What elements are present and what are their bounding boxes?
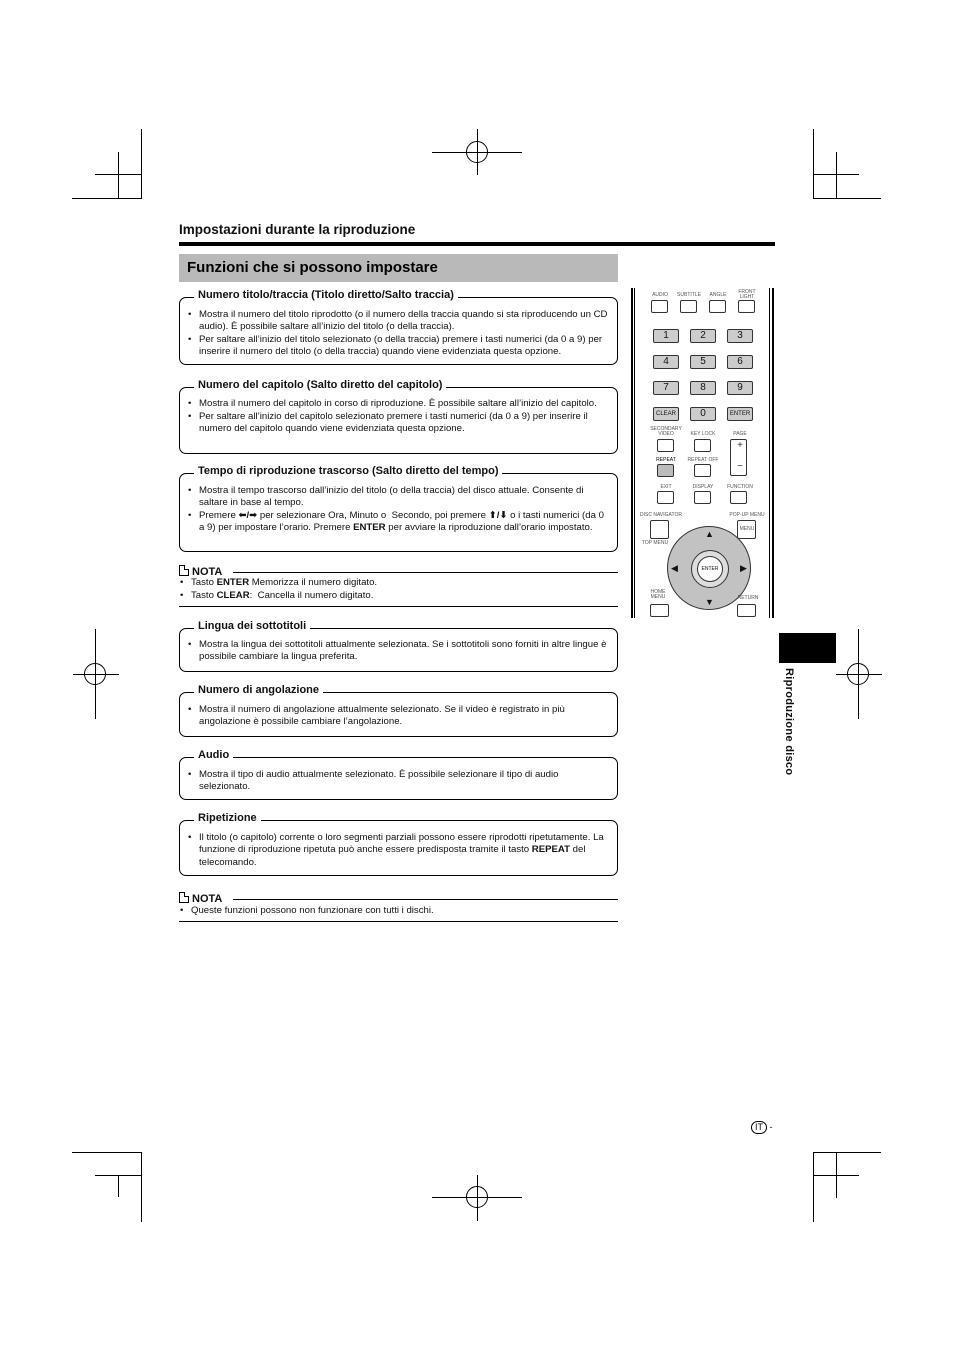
- box-title: Ripetizione: [194, 812, 261, 824]
- repeat-off-button: [694, 464, 711, 477]
- box-title: Numero titolo/traccia (Titolo diretto/Salto traccia): [194, 289, 458, 301]
- remote-label-angle: ANGLE: [709, 292, 727, 298]
- key-lock-button: [694, 439, 711, 452]
- digit-1-button: 1: [653, 329, 679, 343]
- digit-4-button: 4: [653, 355, 679, 369]
- box-title: Tempo di riproduzione trascorso (Salto diretto del tempo): [194, 465, 502, 477]
- digit-8-button: 8: [690, 381, 716, 395]
- minus-icon: −: [737, 461, 743, 472]
- remote-label-function: FUNCTION: [727, 484, 753, 490]
- home-menu-button: [650, 604, 669, 617]
- remote-label-home-menu: HOME MENU: [650, 589, 666, 600]
- remote-label-key-lock: KEY LOCK: [690, 431, 716, 437]
- digit-5-button: 5: [690, 355, 716, 369]
- remote-edge: [769, 288, 770, 618]
- list-item: • Il titolo (o capitolo) corrente o loro segmenti parziali possono essere riprodotti ripetutamente. La funzione di riproduzione ripetuta può anche essere predisposta tramite il tasto REPEAT del telecomando.: [187, 832, 609, 869]
- language-badge: IT: [751, 1121, 767, 1134]
- note-icon: [179, 565, 189, 576]
- remote-edge: [634, 288, 635, 618]
- list-item: • Tasto CLEAR: Cancella il numero digitato.: [179, 590, 377, 602]
- digit-7-button: 7: [653, 381, 679, 395]
- page-number: [751, 1121, 773, 1134]
- remote-label-top-menu: TOP MENU: [641, 540, 669, 546]
- secondary-video-button: [657, 439, 674, 452]
- plus-icon: +: [737, 440, 743, 451]
- digit-2-button: 2: [690, 329, 716, 343]
- remote-control-illustration: [631, 288, 776, 618]
- remote-label-secondary-video: SECONDARY VIDEO: [650, 426, 682, 437]
- digit-0-button: 0: [690, 407, 716, 421]
- box-title: Numero del capitolo (Salto diretto del capitolo): [194, 379, 446, 391]
- info-box-audio: [179, 749, 618, 800]
- front-light-button: [738, 300, 755, 313]
- enter-key-button: ENTER: [727, 407, 753, 421]
- remote-label-exit: EXIT: [660, 484, 672, 490]
- info-box-title-track: [179, 289, 618, 365]
- list-item: • Per saltare all’inizio del titolo selezionato (o della traccia) premere i tasti numerici (da 0 a 9) per inserire il numero del titolo (o della traccia) quando viene evidenziata questa opzione.: [187, 334, 609, 359]
- remote-label-page: PAGE: [733, 431, 747, 437]
- remote-label-audio: AUDIO: [652, 292, 668, 298]
- remote-label-return: RETURN: [737, 595, 759, 601]
- note-rule: [233, 572, 618, 573]
- note-rule: [233, 899, 618, 900]
- box-title: Audio: [194, 749, 233, 761]
- list-item: • Mostra il numero del titolo riprodotto (o il numero della traccia quando si sta riproducendo un CD audio). È possibile saltare all’inizio del titolo (o della traccia).: [187, 309, 609, 334]
- remote-label-front-light: FRONT LIGHT: [738, 289, 756, 300]
- digit-3-button: 3: [727, 329, 753, 343]
- digit-9-button: 9: [727, 381, 753, 395]
- return-button: [737, 604, 756, 617]
- page-title: Funzioni che si possono impostare: [187, 259, 438, 276]
- disc-navigator-button: [650, 520, 669, 539]
- note-body: [179, 577, 377, 603]
- list-item: • Tasto ENTER Memorizza il numero digitato.: [179, 577, 377, 589]
- enter-ring: [691, 550, 729, 588]
- digit-6-button: 6: [727, 355, 753, 369]
- page-suffix: -: [769, 1122, 773, 1132]
- audio-button: [651, 300, 668, 313]
- section-rule: [179, 242, 775, 246]
- note-label: NOTA: [179, 892, 222, 905]
- list-item: • Mostra la lingua dei sottotitoli attualmente selezionata. Se i sottotitoli sono forniti in altre lingue è possibile cambiare la lingua preferita.: [187, 639, 609, 664]
- remote-label-repeat: REPEAT: [656, 457, 676, 463]
- info-box-subtitles: [179, 620, 618, 672]
- down-arrow-icon: ▼: [705, 597, 714, 607]
- list-item: • Per saltare all’inizio del capitolo selezionato premere i tasti numerici (da 0 a 9) per inserire il numero del capitolo quando viene evidenziata questa opzione.: [187, 411, 609, 436]
- remote-label-subtitle: SUBTITLE: [677, 292, 701, 298]
- up-arrow-icon: ▲: [705, 529, 714, 539]
- remote-label-display: DISPLAY: [692, 484, 714, 490]
- list-item: • Premere ⬅/➡ per selezionare Ora, Minuto o Secondo, poi premere ⬆/⬇ o i tasti numerici (da 0 a 9) per impostare l’orario. Premere ENTER per avviare la riproduzione dall’orario impostato.: [187, 510, 609, 535]
- remote-label-popup-menu: POP-UP MENU: [729, 512, 765, 518]
- chapter-tab: [779, 633, 836, 663]
- box-title: Lingua dei sottotitoli: [194, 620, 310, 632]
- subtitle-button: [680, 300, 697, 313]
- remote-edge: [631, 288, 633, 618]
- list-item: • Mostra il numero del capitolo in corso di riproduzione. È possibile saltare all’inizio del capitolo.: [187, 398, 609, 410]
- left-arrow-icon: ◀: [671, 563, 678, 573]
- title-bar: [179, 254, 618, 282]
- note-icon: [179, 892, 189, 903]
- remote-label-menu: MENU: [739, 526, 755, 532]
- remote-edge: [772, 288, 774, 618]
- info-box-angle: [179, 684, 618, 737]
- list-item: • Queste funzioni possono non funzionare con tutti i dischi.: [179, 905, 434, 917]
- display-button: [694, 491, 711, 504]
- note-body: [179, 905, 434, 918]
- note-label: NOTA: [179, 565, 222, 578]
- remote-label-repeat-off: REPEAT OFF: [687, 457, 719, 463]
- info-box-repeat: [179, 812, 618, 876]
- list-item: • Mostra il tipo di audio attualmente selezionato. È possibile selezionare il tipo di audio selezionato.: [187, 769, 609, 794]
- note-rule: [179, 606, 618, 607]
- angle-button: [709, 300, 726, 313]
- exit-button: [657, 491, 674, 504]
- clear-button: CLEAR: [653, 407, 679, 421]
- function-button: [730, 491, 747, 504]
- chapter-label: Riproduzione disco: [783, 668, 795, 776]
- info-box-elapsed-time: [179, 465, 618, 552]
- info-box-chapter: [179, 379, 618, 454]
- section-heading: Impostazioni durante la riproduzione: [179, 222, 416, 237]
- enter-center-button: ENTER: [697, 556, 723, 582]
- remote-label-disc-navigator: DISC NAVIGATOR: [640, 512, 682, 518]
- note-rule: [179, 921, 618, 922]
- right-arrow-icon: ▶: [740, 563, 747, 573]
- list-item: • Mostra il numero di angolazione attualmente selezionato. Se il video è registrato in più angolazione è possibile cambiare l’angolazione.: [187, 704, 609, 729]
- list-item: • Mostra il tempo trascorso dall’inizio del titolo (o della traccia) del disco attuale. Consente di saltare in base al tempo.: [187, 485, 609, 510]
- repeat-button: [657, 464, 674, 477]
- box-title: Numero di angolazione: [194, 684, 323, 696]
